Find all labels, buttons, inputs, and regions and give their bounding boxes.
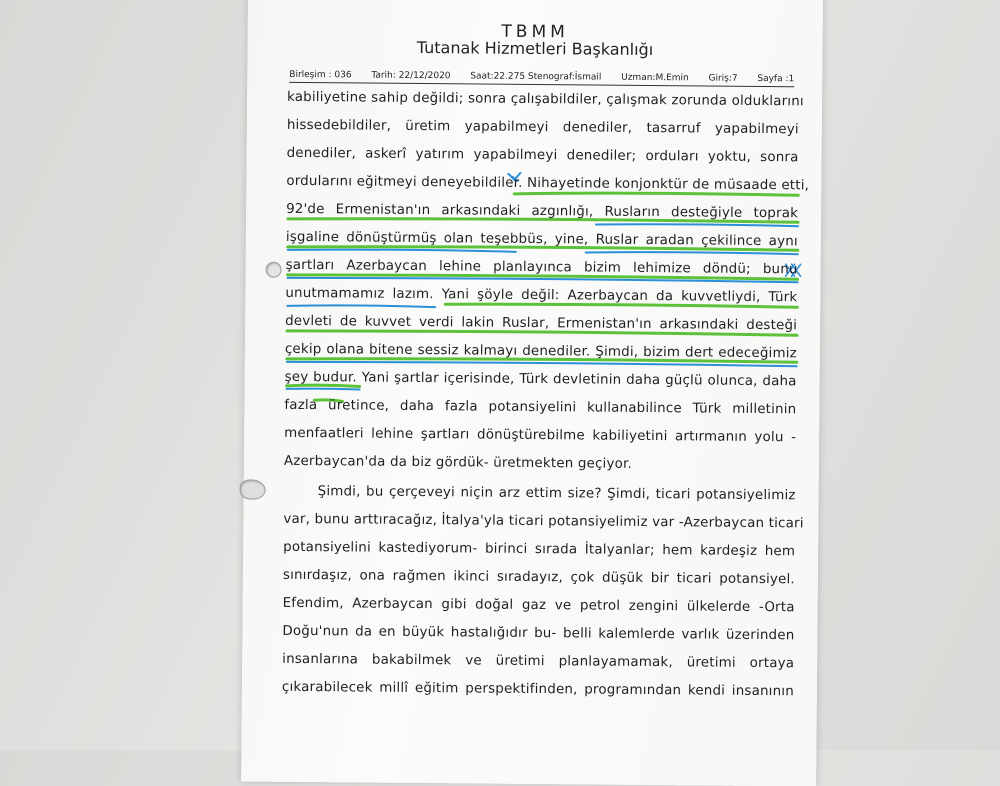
meta-expert: Uzman:M.Emin xyxy=(621,72,689,84)
blue-underline xyxy=(287,388,360,389)
org-name: Tutanak Hizmetleri Başkanlığı xyxy=(416,37,654,60)
text-line: şartları Azerbaycan lehine planlayınca bizim lehimize döndü; bunu xyxy=(285,257,798,278)
blue-underline xyxy=(288,249,516,252)
org-acronym: TBMM xyxy=(501,21,569,43)
text-line: işgaline dönüştürmüş olan teşebbüs, yine, Ruslar aradan çekilince aynı xyxy=(285,229,798,250)
text-line: çekip olana bitene sessiz kalmayı denediler. Şimdi, bizim dert edeceğimiz xyxy=(284,341,797,362)
meta-page: Sayfa :1 xyxy=(757,73,795,85)
blue-underline xyxy=(596,224,798,227)
text-line: kabiliyetine sahip değildi; sonra çalışabildiler, çalışmak zorunda olduklarını xyxy=(287,89,804,110)
text-line: denediler, askerî yatırım yapabilmeyi denediler; orduları yoktu, sonra xyxy=(286,145,799,166)
meta-entry: Giriş:7 xyxy=(708,73,738,84)
text-line: ordularını eğitmeyi deneyebildiler. Nihayetinde konjonktür de müsaade etti, xyxy=(286,173,810,194)
meta-date: Tarih: 22/12/2020 xyxy=(371,70,451,82)
text-line: Azerbaycan'da da biz gördük- üretmekten geçiyor. xyxy=(283,453,633,472)
meta-time-stenographer: Saat:22.275 Stenograf:İsmail xyxy=(470,71,602,83)
text-line: Efendim, Azerbaycan gibi doğal gaz ve petrol zengini ülkelerde -Orta xyxy=(282,595,795,616)
blue-underline xyxy=(287,305,435,307)
text-line: 92'de Ermenistan'ın arkasındaki azgınlığı, Rusların desteğiyle toprak xyxy=(286,201,799,222)
text-line: Doğu'nun da en büyük hastalığıdır bu- belli kalemlerde varlık üzerinden xyxy=(282,623,795,644)
text-line: potansiyelini kastediyorum- birinci sırada İtalyanlar; hem kardeşiz hem xyxy=(283,539,796,560)
text-line: unutmamamız lazım. Yani şöyle değil: Azerbaycan da kuvvetliydi, Türk xyxy=(285,285,798,306)
transcript-page xyxy=(241,0,823,786)
text-line: çıkarabilecek millî eğitim perspektifinden, programından kendi insanının xyxy=(281,679,794,700)
text-line: şey budur. Yani şartlar içerisinde, Türk devletinin daha güçlü olunca, daha xyxy=(284,369,797,390)
blue-underline xyxy=(586,251,798,254)
text-line: Şimdi, bu çerçeveyi niçin arz ettim size? Şimdi, ticari potansiyelimiz xyxy=(317,484,796,504)
text-line: menfaatleri lehine şartları dönüştürebilme kabiliyetini artırmanın yolu - xyxy=(284,425,797,446)
text-line: hissedebildiler, üretim yapabilmeyi denediler, tasarruf yapabilmeyi xyxy=(286,117,799,138)
text-line: fazla üretince, daha fazla potansiyelini kullanabilince Türk milletinin xyxy=(284,397,797,418)
text-line: sınırdaşız, ona rağmen ikinci sıradayız, çok düşük bir ticari potansiyel. xyxy=(282,567,795,588)
text-line: insanlarına bakabilmek ve üretimi planlayamamak, üretimi ortaya xyxy=(282,651,795,672)
text-line: var, bunu arttıracağız, İtalya'yla ticari potansiyelimiz var -Azerbaycan ticari xyxy=(283,511,804,532)
text-line: devleti de kuvvet verdi lakin Ruslar, Ermenistan'ın arkasındaki desteği xyxy=(285,313,798,334)
meta-session: Birleşim : 036 xyxy=(289,69,352,81)
